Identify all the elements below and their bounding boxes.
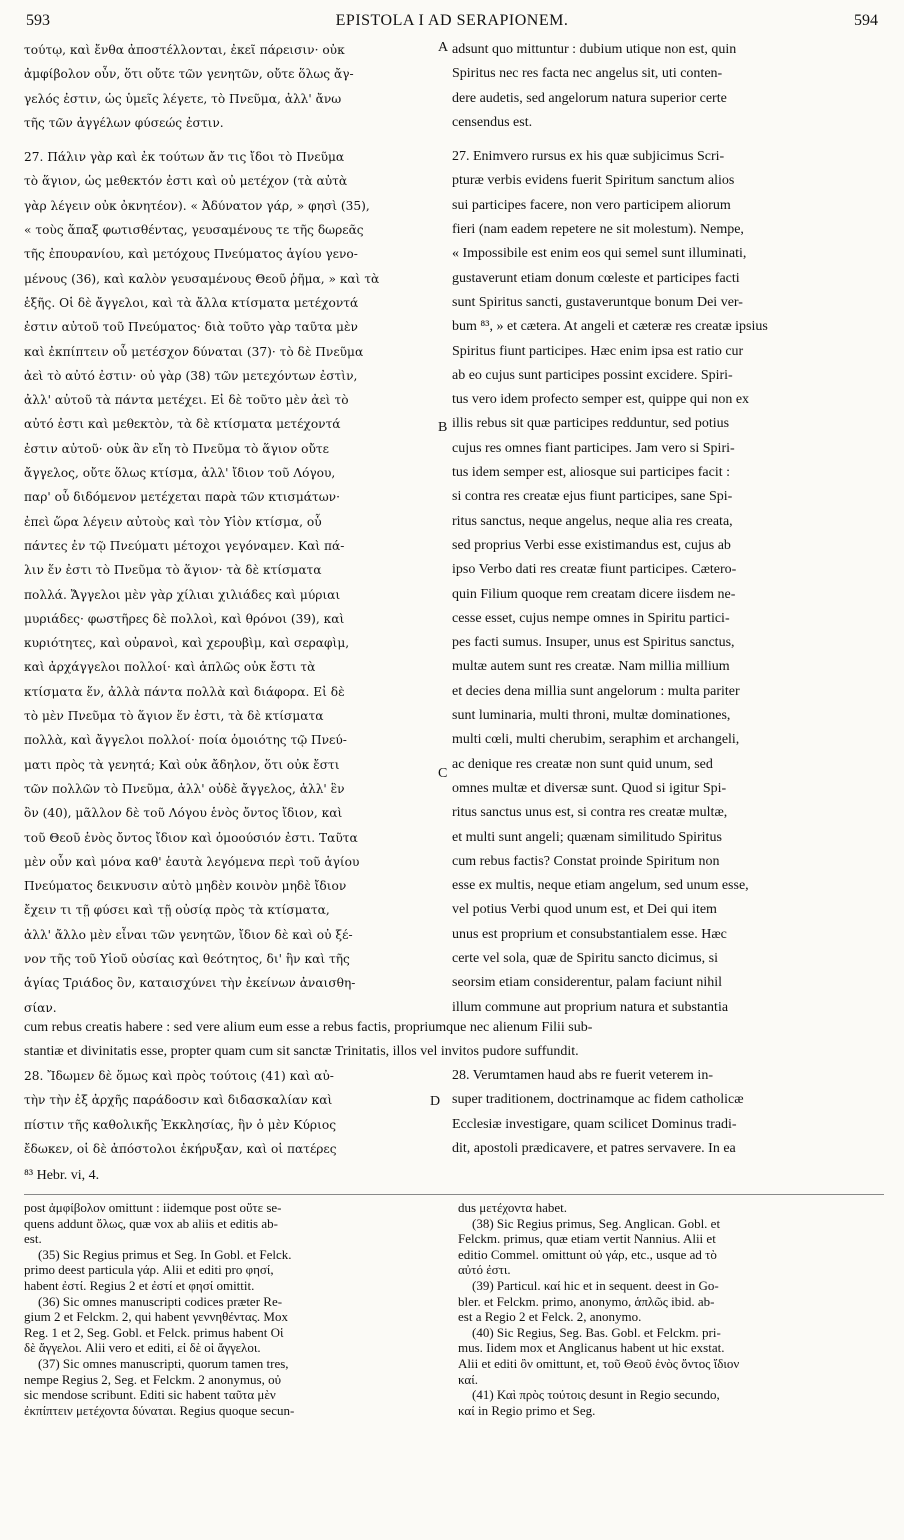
latin-line: sunt luminaria, multi throni, multæ dominationes, [452, 708, 731, 724]
page-header [26, 12, 878, 34]
greek-line: πολλὰ, καὶ ἄγγελοι πολλοί· ποία ὁμοιότης τῷ Πνεύ- [24, 733, 347, 748]
latin-line: et multi sunt angeli; quænam similitudo Spiritus [452, 829, 722, 845]
greek-line: ἀλλ' ἄλλο μὲν εἶναι τῶν γενητῶν, ἴδιον δὲ καὶ οὐ ξέ- [24, 927, 353, 942]
latin-line: gustaverunt etiam donum cœleste et participes facti [452, 270, 740, 286]
greek-column [24, 38, 438, 1020]
latin-line: Spiritus fiunt participes. Hæc enim ipsa est ratio cur [452, 343, 744, 359]
latin-line: ipso Verbo dati res creatæ fiunt participes. Cætero- [452, 562, 737, 578]
note-line: est a Regio 2 et Felck. 2, anonymo. [458, 1309, 642, 1325]
greek-line: ἔδωκεν, οἱ δὲ ἀπόστολοι ἐκήρυξαν, καὶ οἱ πατέρες [24, 1141, 337, 1156]
latin-line: pturæ verbis evidens fuerit Spiritum sanctum alios [452, 173, 735, 189]
latin-line: tus vero idem profecto semper est, quippe qui non ex [452, 392, 750, 408]
greek-line: ἑξῆς. Οἱ δὲ ἄγγελοι, καὶ τὰ ἄλλα κτίσματα μετέχοντά [24, 295, 359, 310]
latin-line: dere audetis, sed angelorum natura superior certe [452, 90, 727, 106]
greek-line: ἐστιν αὐτοῦ τοῦ Πνεύματος· διὰ τοῦτο γὰρ ταῦτα μὲν [24, 320, 358, 335]
margin-marker-c: C [438, 766, 448, 781]
left-page-number: 593 [26, 12, 50, 29]
greek-line: τῶν πολλῶν τὸ Πνεῦμα, ἀλλ' οὐδὲ ἄγγελος, ἀλλ' ἓν [24, 781, 345, 796]
notes-divider [24, 1194, 884, 1195]
note-line: αὐτό ἐστι. [458, 1262, 511, 1278]
greek-line: κυριότητες, καὶ οὐρανοὶ, καὶ χερουβὶμ, καὶ σεραφὶμ, [24, 636, 350, 651]
note-line: nempe Regius 2, Seg. et Felckm. 2 anonymus, οὐ [24, 1371, 282, 1387]
note-line: (36) Sic omnes manuscripti codices præter Re- [38, 1293, 283, 1309]
latin-line: seorsim etiam considerentur, palam faciunt nihil [452, 975, 723, 991]
latin-line: 28. Verumtamen haud abs re fuerit veterem in- [452, 1068, 713, 1083]
full-width-text [24, 1016, 884, 1065]
note-line: gium 2 et Felckm. 2, qui habent γεννηθέντας. Mox [24, 1309, 288, 1325]
greek-line: τῆς τῶν ἀγγέλων φύσεώς ἐστιν. [24, 115, 224, 130]
latin-line: adsunt quo mittuntur : dubium utique non est, quin [452, 42, 737, 57]
margin-marker-b: B [438, 420, 448, 435]
greek-line: καὶ ἀρχάγγελοι πολλοί· καὶ ἁπλῶς οὐκ ἔστι τὰ [24, 660, 316, 675]
note-line: quens addunt ὅλως, quæ vox ab aliis et editis ab- [24, 1215, 278, 1231]
greek-line: λιν ἕν ἐστι τὸ Πνεῦμα τὸ ἅγιον· τὰ δὲ κτίσματα [24, 563, 322, 578]
greek-line: μὲν οὖν καὶ μόνα καθ' ἑαυτὰ λεγόμενα περὶ τοῦ ἁγίου [24, 854, 360, 869]
greek-line: τῆς ἐπουρανίου, καὶ μετόχους Πνεύματος ἁγίου γενο- [24, 247, 358, 262]
greek-line: ἀμφίβολον οὖν, ὅτι οὔτε τῶν γενητῶν, οὔτε ὅλως ἄγ- [24, 67, 354, 82]
latin-line: certe vel sola, quæ de Spiritu sancto dicimus, si [452, 950, 718, 966]
latin-line: ac denique res creatæ non sunt quid unum, sed [452, 756, 713, 772]
greek-line: παρ' οὗ διδόμενον μετέχεται παρὰ τῶν κτισμάτων· [24, 490, 340, 505]
latin-line: censendus est. [452, 114, 533, 130]
note-line: (39) Particul. καί hic et in sequent. deest in Go- [472, 1277, 719, 1293]
note-line: Alii et editi ὂν omittunt, et, τοῦ Θεοῦ ἑνὸς ὄντος ἴδιον [458, 1355, 740, 1371]
latin-line: sunt Spiritus sancti, gustaveruntque bonum Dei ver- [452, 294, 743, 310]
greek-line: γὰρ λέγειν οὐκ ὀκνητέον). « Ἀδύνατον γάρ, » φησὶ (35), [24, 198, 370, 213]
greek-line: σίαν. [24, 1000, 57, 1015]
full-width-line: stantiæ et divinitatis esse, propter quam cum sit sanctæ Trinitatis, illos vel invitos pudore suffundit. [24, 1044, 579, 1060]
latin-line: vel potius Verbi quod unum est, et Dei qui item [452, 902, 717, 918]
note-line: (40) Sic Regius, Seg. Bas. Gobl. et Felckm. pri- [472, 1324, 721, 1340]
margin-marker-d: D [430, 1094, 441, 1109]
greek-line: τὸ μὲν Πνεῦμα τὸ ἅγιον ἕν ἐστι, τὰ δὲ κτίσματα [24, 709, 324, 724]
latin-line: cum rebus factis? Constat proinde Spiritum non [452, 853, 720, 869]
greek-line: πίστιν τῆς καθολικῆς Ἐκκλησίας, ἣν ὁ μὲν Κύριος [24, 1117, 337, 1132]
greek-section-28 [24, 1064, 441, 1161]
note-line: Felckm. primus, quæ etiam vertit Nannius. Alii et [458, 1231, 716, 1247]
greek-line: μένους (36), καὶ καλὸν γευσαμένους Θεοῦ ῥῆμα, » καὶ τὰ [24, 271, 380, 286]
greek-line: πολλά. Ἄγγελοι μὲν γὰρ χίλιαι χιλιάδες καὶ μύριαι [24, 587, 341, 602]
right-page-number: 594 [854, 12, 878, 29]
note-line: (38) Sic Regius primus, Seg. Anglican. Gobl. et [472, 1215, 721, 1231]
note-line: (37) Sic omnes manuscripti, quorum tamen tres, [38, 1355, 289, 1371]
latin-line: multi cœli, multi cherubim, seraphim et archangeli, [452, 732, 740, 748]
latin-line: unus est proprium et consubstantialem esse. Hæc [452, 926, 727, 942]
note-line: sic mendose scribunt. Editi sic habent ταῦτα μὲν [24, 1387, 276, 1403]
latin-line: dit, apostoli prædicavere, et patres servavere. In ea [452, 1140, 736, 1156]
greek-line: ὂν (40), μᾶλλον δὲ τοῦ Λόγου ἑνὸς ὄντος ἴδιον, καὶ [24, 806, 343, 821]
notes-right-column [458, 1200, 884, 1418]
notes-left-column [24, 1200, 442, 1418]
greek-line: ἐπεὶ ὥρα λέγειν αὐτοὺς καὶ τὸν Υἱὸν κτίσμα, οὗ [24, 514, 322, 529]
latin-line: 27. Enimvero rursus ex his quæ subjicimus Scri- [452, 149, 725, 165]
greek-line: γελός ἐστιν, ὡς ὑμεῖς λέγετε, τὸ Πνεῦμα, ἀλλ' ἄνω [24, 91, 342, 106]
latin-line: pes facti sumus. Insuper, unus est Spiritus sanctus, [452, 635, 735, 651]
latin-line: bum ⁸³, » et cætera. At angeli et cæteræ res creatæ ipsius [452, 319, 768, 335]
greek-line [24, 135, 438, 145]
note-line: mus. Iidem mox et Anglicanus habent ut hic exstat. [458, 1340, 725, 1356]
section-28 [24, 1064, 884, 1154]
greek-line: ἁγίας Τριάδος ὂν, καταισχύνει τὴν ἐκείνων ἀναισθη- [24, 976, 356, 991]
greek-line: τὴν τὴν ἐξ ἀρχῆς παράδοσιν καὶ διδασκαλίαν καὶ [24, 1093, 333, 1108]
latin-column [452, 38, 884, 1020]
note-line: (35) Sic Regius primus et Seg. In Gobl. et Felck. [38, 1246, 292, 1262]
greek-line: τούτῳ, καὶ ἔνθα ἀποστέλλονται, ἐκεῖ πάρεισιν· οὐκ [24, 43, 345, 57]
latin-line: sui participes facere, non vero participem aliorum [452, 197, 731, 213]
note-line: καί. [458, 1371, 478, 1387]
greek-line: αὐτό ἐστι καὶ μεθεκτὸν, τὰ δὲ κτίσματα μετέχοντά [24, 417, 341, 432]
note-line: bler. et Felckm. primo, anonymo, ἁπλῶς ibid. ab- [458, 1293, 715, 1309]
latin-line: omnes multæ et diversæ sunt. Quod si igitur Spi- [452, 780, 727, 796]
note-line: Reg. 1 et 2, Seg. Gobl. et Felck. primus habent Οἱ [24, 1324, 284, 1340]
greek-line: πάντες ἐν τῷ Πνεύματι μέτοχοι γεγόναμεν. Καὶ πά- [24, 538, 345, 553]
greek-line: Πνεύματος δεικνυσιν αὐτὸ μηδὲν κοινὸν μηδὲ ἴδιον [24, 879, 347, 894]
latin-line: et decies dena millia sunt angelorum : multa pariter [452, 683, 740, 699]
latin-line: sed proprius Verbi esse existimandus est, cujus ab [452, 537, 731, 553]
greek-line: κτίσματα ἕν, ἀλλὰ πάντα πολλὰ καὶ διάφορα. Εἰ δὲ [24, 684, 345, 699]
latin-line: cujus res omnes fiant participes. Jam vero si Spiri- [452, 440, 735, 456]
note-line: habent ἐστί. Regius 2 et ἐστί et φησί omittit. [24, 1277, 255, 1293]
latin-line: multæ autem sunt res creatæ. Nam millia millium [452, 659, 730, 675]
margin-marker-a: A [438, 40, 449, 55]
latin-section-28 [452, 1064, 884, 1161]
latin-line: « Impossibile est enim eos qui semel sunt illuminati, [452, 246, 747, 262]
greek-line: μυριάδες· φωστῆρες δὲ πολλοὶ, καὶ θρόνοι (39), καὶ [24, 611, 345, 626]
latin-line [452, 135, 884, 145]
latin-line: esse ex multis, neque etiam angelum, sed unum esse, [452, 878, 749, 894]
greek-line: ἄγγελος, οὔτε ὅλως κτίσμα, ἀλλ' ἴδιον τοῦ Λόγου, [24, 466, 336, 481]
greek-line: ἔχειν τι τῇ φύσει καὶ τῇ οὐσίᾳ πρὸς τὰ κτίσματα, [24, 903, 330, 918]
greek-line: 27. Πάλιν γὰρ καὶ ἐκ τούτων ἄν τις ἴδοι τὸ Πνεῦμα [24, 150, 345, 165]
greek-line: νον τῆς τοῦ Υἱοῦ οὐσίας καὶ θεότητος, δι' ἣν καὶ τῆς [24, 951, 350, 966]
greek-line: τὸ ἅγιον, ὡς μεθεκτόν ἐστι καὶ οὐ μετέχον (τὰ αὐτὰ [24, 174, 348, 189]
running-title: EPISTOLA I AD SERAPIONEM. [335, 12, 569, 29]
note-line: δὲ ἄγγελοι. Alii vero et editi, εἰ δὲ οἱ ἄγγελοι. [24, 1340, 261, 1356]
note-line: καί in Regio primo et Seg. [458, 1402, 596, 1418]
latin-line: Spiritus nec res facta nec angelus sit, uti conten- [452, 66, 723, 82]
latin-line: fieri (nam eadem repetere ne sit molestum). Nempe, [452, 222, 744, 238]
note-line: post ἀμφίβολον omittunt : iidemque post οὔτε se- [24, 1200, 282, 1215]
latin-line: si contra res creatæ ejus fiunt participes, sane Spi- [452, 489, 733, 505]
latin-line: illis rebus sit quæ participes redduntur, sed potius [452, 416, 730, 432]
latin-line: Ecclesiæ investigare, quam scilicet Dominus tradi- [452, 1116, 737, 1132]
greek-line: καὶ ἐκπίπτειν οὗ μετέσχον δύναται (37)· τὸ δὲ Πνεῦμα [24, 344, 364, 359]
note-line: est. [24, 1231, 42, 1247]
note-line: (41) Καὶ πρὸς τούτοις desunt in Regio secundo, [472, 1387, 720, 1403]
greek-line: 28. Ἴδωμεν δὲ ὅμως καὶ πρὸς τούτοις (41) καὶ αὐ- [24, 1069, 334, 1083]
greek-line: ἀεὶ τὸ αὐτό ἐστιν· οὐ γὰρ (38) τῶν μετεχόντων ἐστὶν, [24, 368, 358, 383]
scripture-footnote: ⁸³ Hebr. vi, 4. [24, 1168, 100, 1183]
latin-line: super traditionem, doctrinamque ac fidem catholicæ [452, 1092, 744, 1108]
latin-line: illum commune aut proprium natura et substantia [452, 999, 729, 1015]
latin-line: quin Filium quoque rem creatam dicere iisdem ne- [452, 586, 736, 602]
note-line: ἐκπίπτειν μετέχοντα δύναται. Regius quoque secun- [24, 1402, 295, 1418]
full-width-line: cum rebus creatis habere : sed vere alium eum esse a rebus factis, propriumque nec alienum Filii sub- [24, 1020, 593, 1035]
greek-line: ματι πρὸς τὰ γενητά; Καὶ οὐκ ἄδηλον, ὅτι οὐκ ἔστι [24, 757, 340, 772]
latin-line: ritus sanctus unus est, si contra res creatæ multæ, [452, 805, 728, 821]
latin-line: cesse esset, cujus nempe omnes in Spiritu partici- [452, 610, 730, 626]
note-line: editio Commel. omittunt οὐ γάρ, etc., usque ad τὸ [458, 1246, 717, 1262]
latin-line: tus idem semper est, aliosque sui participes facit : [452, 465, 730, 481]
latin-line: ab eo cujus sunt participes possint excidere. Spiri- [452, 367, 733, 383]
note-line: primo deest particula γάρ. Alii et editi pro φησί, [24, 1262, 274, 1278]
note-line: dus μετέχοντα habet. [458, 1200, 567, 1215]
latin-line: ritus sanctus, neque angelus, neque alia res creata, [452, 513, 733, 529]
greek-line: ἐστιν αὐτοῦ· οὐκ ἂν εἴη τὸ Πνεῦμα τὸ ἅγιον οὔτε [24, 441, 329, 456]
greek-line: « τοὺς ἅπαξ φωτισθέντας, γευσαμένους τε τῆς δωρεᾶς [24, 223, 364, 238]
greek-line: τοῦ Θεοῦ ἑνὸς ὄντος ἴδιον καὶ ὁμοούσιόν ἐστι. Ταῦτα [24, 830, 358, 845]
greek-line: ἀλλ' αὐτοῦ τὰ πάντα μετέχει. Εἰ δὲ τοῦτο μὲν ἀεὶ τὸ [24, 393, 349, 408]
